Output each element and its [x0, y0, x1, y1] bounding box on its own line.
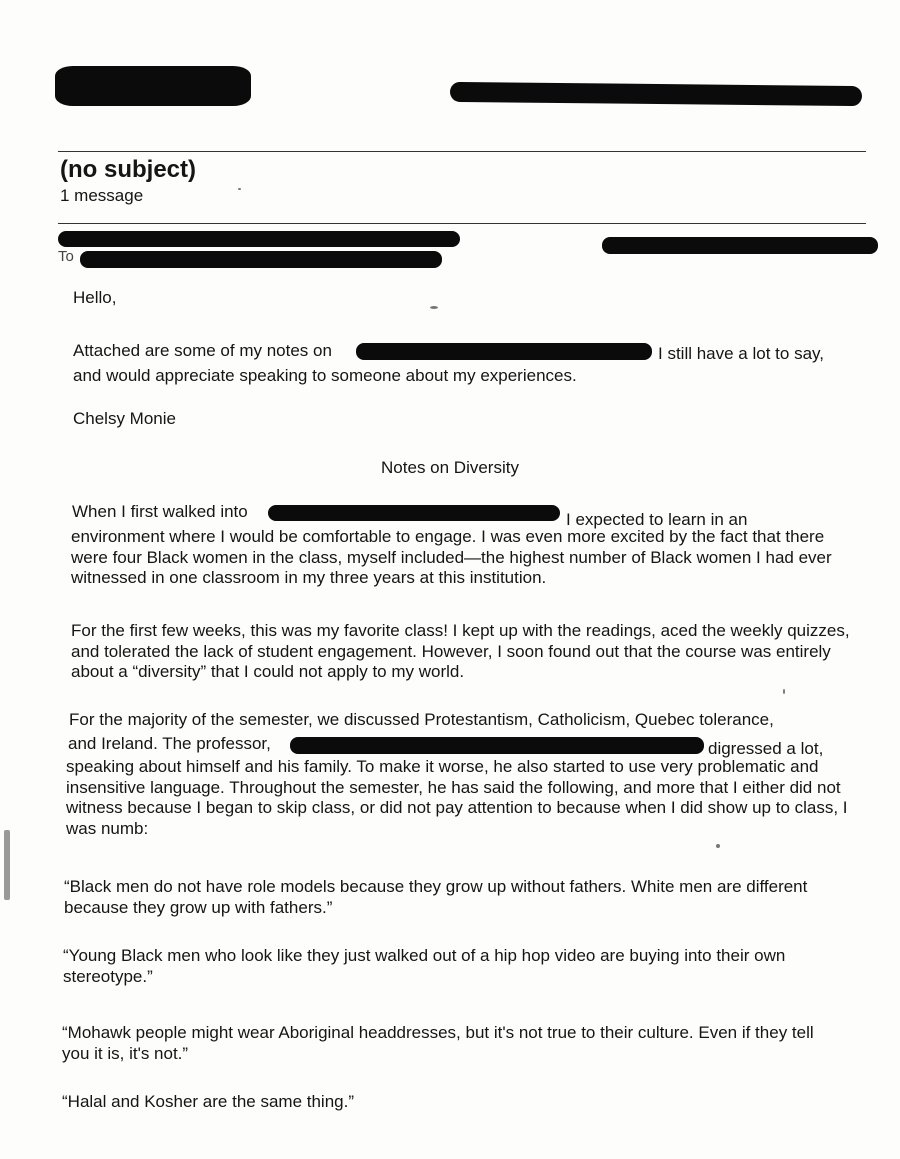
- notes-p1-body: environment where I would be comfortable to engage. I was even more excited by the fact that there were four Black women in the class, myself included—the highest number of Black women I had ever witnessed in one classroom in my three years at this institution.: [71, 527, 832, 588]
- quote-2: “Young Black men who look like they just walked out of a hip hop video are buying into their own stereotype.”: [63, 946, 786, 986]
- header-divider: [58, 151, 866, 152]
- notes-p3-line1: For the majority of the semester, we discussed Protestantism, Catholicism, Quebec tolerance,: [69, 710, 774, 729]
- scan-speck: [716, 844, 720, 848]
- redacted-sender-logo: [55, 66, 251, 106]
- scan-speck: [430, 306, 438, 309]
- redacted-from-line: [58, 231, 460, 247]
- message-count: 1 message: [60, 186, 144, 205]
- notes-p3-lead: and Ireland. The professor,: [68, 734, 271, 753]
- attached-line-2: and would appreciate speaking to someone about my experiences.: [73, 366, 577, 385]
- quote-1: “Black men do not have role models because they grow up without fathers. White men are different because they grow up with fathers.”: [64, 877, 808, 917]
- to-label: To: [58, 248, 74, 265]
- scan-speck: [783, 689, 785, 694]
- notes-p3-body: speaking about himself and his family. To make it worse, he also started to use very problematic and insensitive language. Throughout the semester, he has said the following, and more that I either did not witness because I began to skip class, or did not pay attention to because when I did show up to class, I was numb:: [66, 757, 848, 839]
- redacted-course-reference: [268, 505, 560, 521]
- notes-p3-tail: digressed a lot,: [708, 739, 824, 758]
- redacted-date: [602, 237, 878, 254]
- notes-title: Notes on Diversity: [381, 458, 519, 477]
- notes-p2: For the first few weeks, this was my favorite class! I kept up with the readings, aced the weekly quizzes, and tolerated the lack of student engagement. However, I soon found out that the course was entirely about a “diversity” that I could not apply to my world.: [71, 621, 850, 682]
- redacted-to-address: [80, 251, 442, 268]
- redacted-course-name: [356, 343, 652, 360]
- scan-speck: [238, 188, 241, 190]
- redacted-professor-name: [290, 737, 704, 754]
- message-divider: [58, 223, 866, 224]
- redacted-recipient-address: [450, 82, 862, 106]
- signature: Chelsy Monie: [73, 409, 176, 428]
- letter-greeting: Hello,: [73, 288, 117, 307]
- attached-line-lead: Attached are some of my notes on: [73, 341, 332, 360]
- attached-line-tail: I still have a lot to say,: [658, 344, 824, 363]
- notes-p1-lead: When I first walked into: [72, 502, 248, 521]
- quote-4: “Halal and Kosher are the same thing.”: [62, 1092, 354, 1111]
- scan-speck: [4, 830, 10, 900]
- quote-3: “Mohawk people might wear Aboriginal headdresses, but it's not true to their culture. Even if they tell you it is, it's not.”: [62, 1023, 814, 1063]
- notes-p1-tail: I expected to learn in an: [566, 510, 748, 529]
- email-subject: (no subject): [60, 156, 196, 183]
